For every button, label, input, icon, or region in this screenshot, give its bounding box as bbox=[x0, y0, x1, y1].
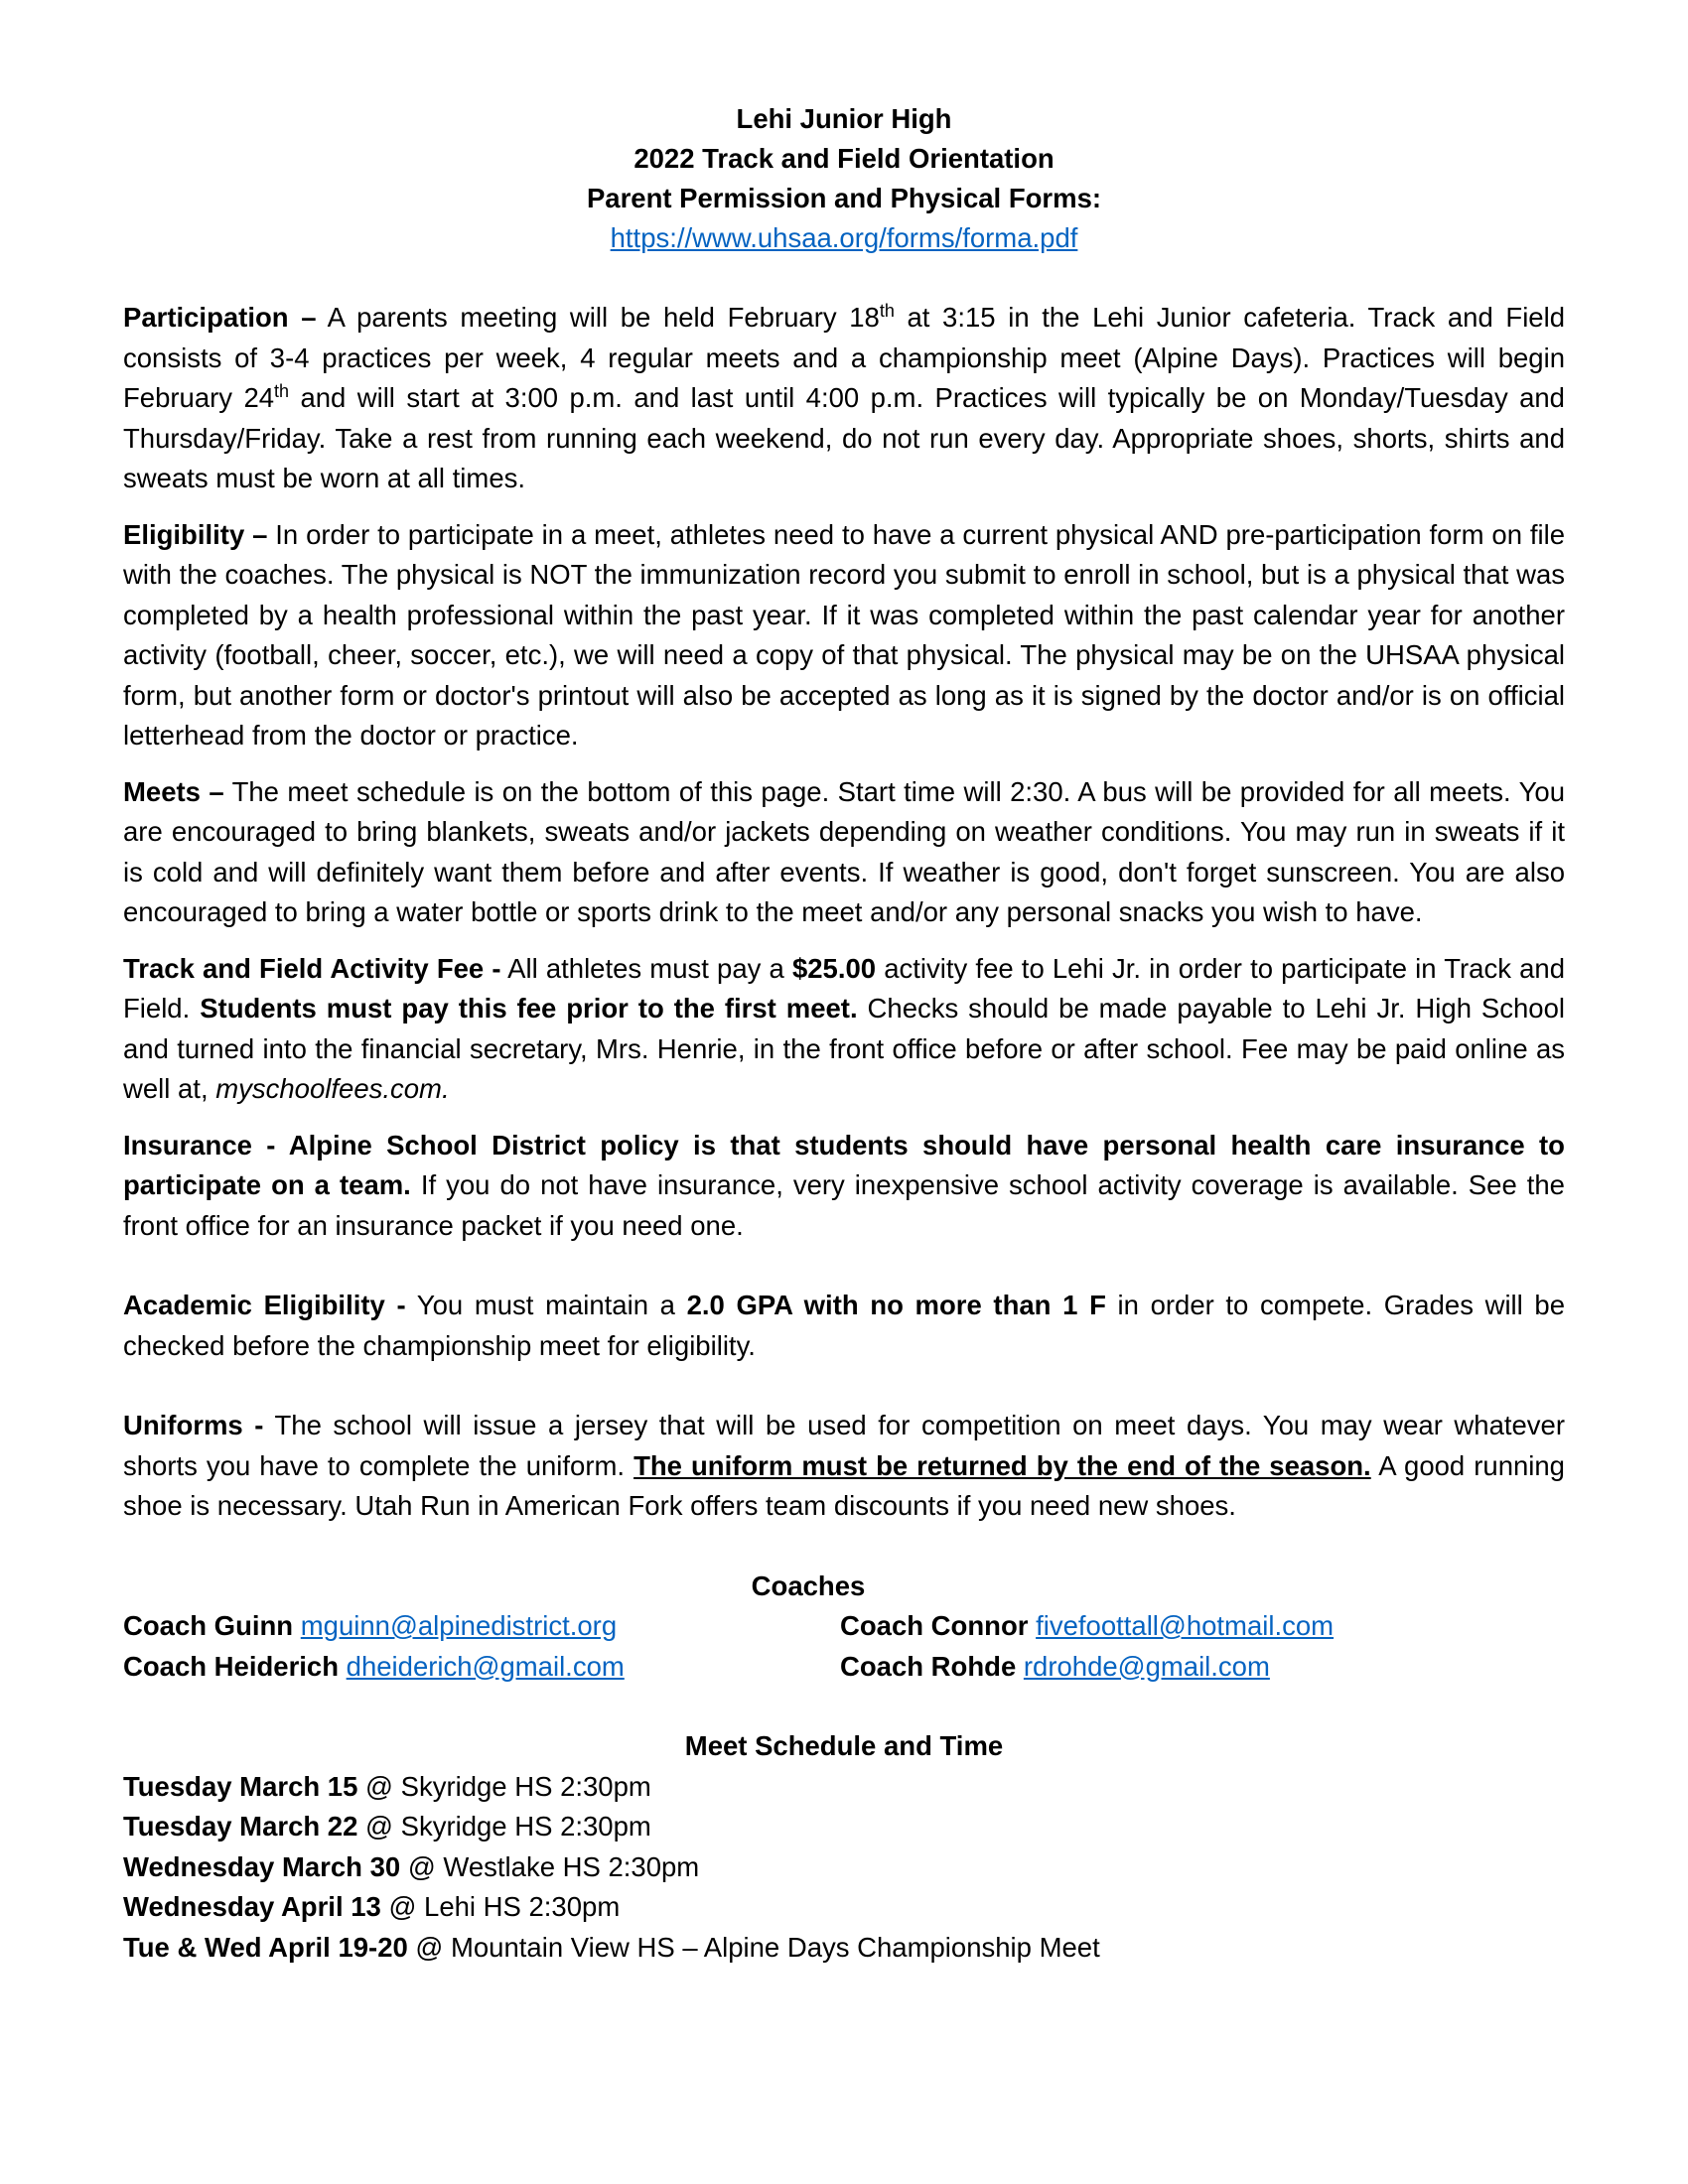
meet-location: @ Westlake HS 2:30pm bbox=[400, 1850, 700, 1882]
coach-name: Coach Rohde bbox=[840, 1650, 1017, 1682]
eligibility-section: Eligibility – In order to participate in a meet, athletes need to have a current physical AND pre-participation form on file with the coaches. The physical is NOT the immunization record you submit to enroll in school, but is a physical that was completed by a health professional within the past year. If it was completed within the past calendar year for another activity (football, cheer, soccer, etc.), we will need a copy of that physical. The physical may be on the UHSAA physical form, but another form or doctor's printout will also be accepted as long as it is signed by the doctor and/or is on official letterhead from the doctor or practice. bbox=[123, 518, 1566, 751]
insurance-section: Insurance - Alpine School District policy is that students should have personal health care insurance to participate on a team. If you do not have insurance, very inexpensive school activity coverage is available. See the front office for an insurance packet if you need one. bbox=[123, 1129, 1565, 1241]
school-name: Lehi Junior High bbox=[736, 103, 952, 134]
meet-location: @ Lehi HS 2:30pm bbox=[380, 1891, 621, 1922]
coaches-heading: Coaches bbox=[751, 1570, 866, 1601]
schedule-heading: Meet Schedule and Time bbox=[684, 1730, 1004, 1761]
schedule-item bbox=[123, 1767, 1565, 1808]
activity-fee-section: Track and Field Activity Fee - All athletes must pay a $25.00 activity fee to Lehi Jr. in order to participate in Track and Field. Students must pay this fee prior to the first meet. Checks should be made payable to Lehi Jr. High School and turned into the financial secretary, Mrs. Henrie, in the front office before or after school. Fee may be paid online as well at, myschoolfees.com. bbox=[123, 952, 1566, 1104]
schedule-item bbox=[123, 1887, 1565, 1928]
schedule-item bbox=[123, 1928, 1565, 1969]
coach-entry bbox=[123, 1647, 840, 1688]
forms-heading: Parent Permission and Physical Forms: bbox=[586, 183, 1102, 213]
participation-label: Participation – bbox=[123, 302, 317, 333]
uniforms-section: Uniforms - The school will issue a jersey that will be used for competition on meet days. You may wear whatever shorts you have to complete the uniform. The uniform must be returned by the end of the season. A good running shoe is necessary. Utah Run in American Fork offers team discounts if you need new shoes. bbox=[123, 1410, 1565, 1521]
fee-label: Track and Field Activity Fee - bbox=[123, 952, 501, 984]
meet-location: @ Skyridge HS 2:30pm bbox=[357, 1811, 651, 1842]
meet-date: Tuesday March 15 bbox=[123, 1770, 358, 1802]
coach-name: Coach Connor bbox=[840, 1610, 1029, 1641]
academic-label: Academic Eligibility - bbox=[123, 1290, 406, 1320]
meet-date: Wednesday April 13 bbox=[123, 1891, 381, 1922]
coach-entry bbox=[123, 1606, 840, 1647]
uniforms-label: Uniforms - bbox=[123, 1410, 264, 1440]
document-title: 2022 Track and Field Orientation bbox=[633, 143, 1055, 174]
coach-email-link[interactable]: mguinn@alpinedistrict.org bbox=[300, 1610, 618, 1641]
coach-entry bbox=[840, 1606, 1334, 1647]
coach-entry bbox=[840, 1647, 1270, 1688]
meet-date: Tuesday March 22 bbox=[123, 1811, 358, 1842]
uniform-return-note: The uniform must be returned by the end of the season. bbox=[633, 1449, 1371, 1481]
meet-schedule-section bbox=[123, 1726, 1565, 1968]
coach-name: Coach Guinn bbox=[123, 1610, 294, 1641]
schedule-item bbox=[123, 1807, 1565, 1847]
meet-location: @ Skyridge HS 2:30pm bbox=[357, 1770, 651, 1802]
eligibility-label: Eligibility – bbox=[123, 518, 268, 550]
meet-date: Tue & Wed April 19-20 bbox=[123, 1931, 408, 1963]
coach-email-link[interactable]: dheiderich@gmail.com bbox=[346, 1650, 625, 1682]
schedule-item bbox=[123, 1847, 1565, 1888]
gpa-requirement: 2.0 GPA with no more than 1 F bbox=[686, 1290, 1106, 1320]
document-page bbox=[123, 99, 1565, 1968]
meet-date: Wednesday March 30 bbox=[123, 1850, 401, 1882]
meets-section: Meets – The meet schedule is on the bottom of this page. Start time will 2:30. A bus will be provided for all meets. You are encouraged to bring blankets, sweats and/or jackets depending on weather conditions. You may run in sweats if it is cold and will definitely want them before and after events. If weather is good, don't forget sunscreen. You are also encouraged to bring a water bottle or sports drink to the meet and/or any personal snacks you wish to have. bbox=[123, 775, 1565, 927]
meet-location: @ Mountain View HS – Alpine Days Championship Meet bbox=[407, 1931, 1100, 1963]
coach-name: Coach Heiderich bbox=[123, 1650, 340, 1682]
fee-website: myschoolfees.com. bbox=[215, 1073, 450, 1104]
academic-eligibility-section: Academic Eligibility - You must maintain a 2.0 GPA with no more than 1 F in order to compete. Grades will be checked before the championship meet for eligibility. bbox=[123, 1290, 1566, 1361]
fee-amount: $25.00 bbox=[791, 952, 877, 984]
meets-label: Meets – bbox=[123, 775, 224, 807]
coach-email-link[interactable]: rdrohde@gmail.com bbox=[1023, 1650, 1270, 1682]
coaches-section bbox=[123, 1567, 1565, 1688]
insurance-label: Insurance - bbox=[123, 1129, 289, 1160]
participation-section: Participation – A parents meeting will be held February 18th at 3:15 in the Lehi Junior cafeteria. Track and Field consists of 3-4 practices per week, 4 regular meets and a championship meet (Alpine Days). Practices will begin February 24th and will start at 3:00 p.m. and last until 4:00 p.m. Practices will typically be on Monday/Tuesday and Thursday/Friday. Take a rest from running each weekend, do not run every day. Appropriate shoes, shorts, shirts and sweats must be worn at all times. bbox=[123, 300, 1566, 493]
forms-link[interactable]: https://www.uhsaa.org/forms/forma.pdf bbox=[610, 222, 1078, 253]
coach-email-link[interactable]: fivefoottall@hotmail.com bbox=[1036, 1610, 1335, 1641]
